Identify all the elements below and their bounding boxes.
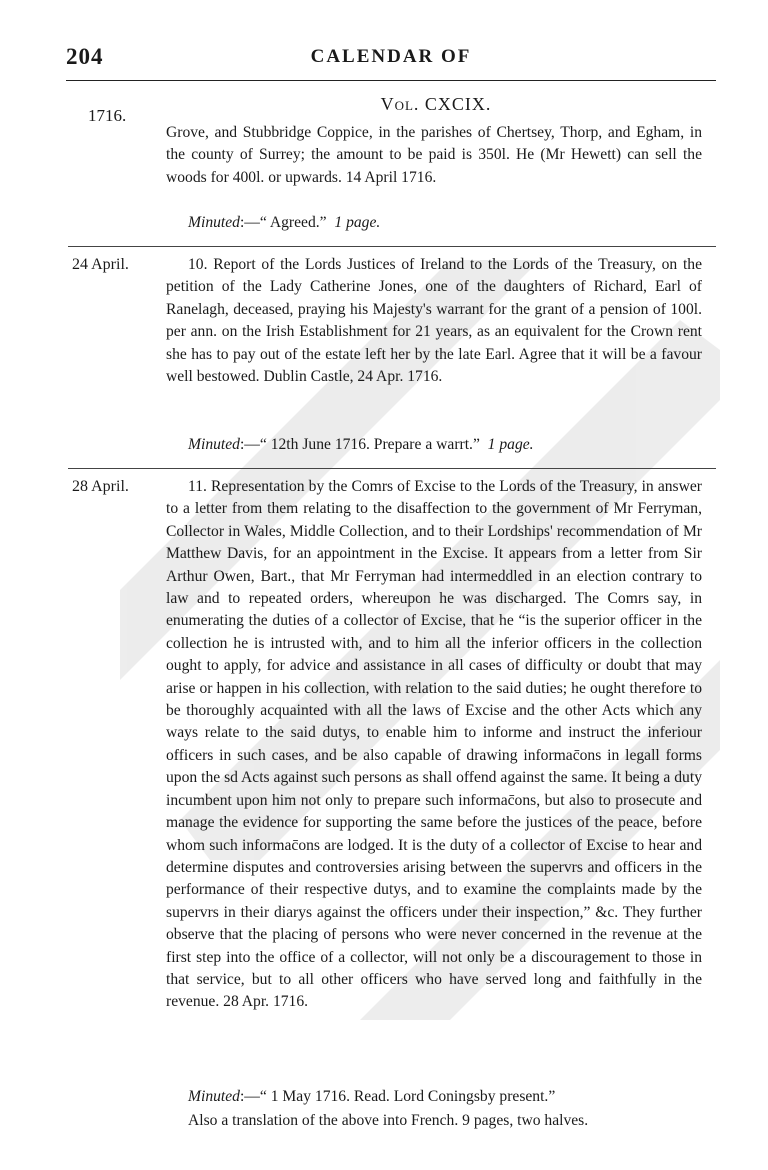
entry-date: 24 April. <box>72 256 129 273</box>
minuted-text: :—“ 1 May 1716. Read. Lord Coningsby present.” <box>239 1088 556 1105</box>
page-header <box>66 44 716 76</box>
volume-heading <box>166 94 706 115</box>
entry-minuted <box>166 212 702 234</box>
entry-minuted <box>166 434 702 456</box>
volume-prefix: Vol. <box>380 94 420 114</box>
entry-body: Grove, and Stubbridge Coppice, in the parishes of Chertsey, Thorp, and Egham, in the county of Surrey; the amount to be paid is 350l. He (Mr Hewett) can sell the woods for 400l. or upwards. 14 April 1716. <box>166 124 702 186</box>
entry-separator <box>68 246 716 247</box>
minuted-text: :—“ 12th June 1716. Prepare a warrt.” <box>239 436 480 453</box>
minuted-text: :—“ Agreed.” <box>239 214 327 231</box>
entry-body: 11. Representation by the Comrs of Excise to the Lords of the Treasury, in answer to a letter from them relating to the disaffection to the government of Mr Ferryman, Collector in Wales, Middle Collection, and to their Lordships' recommendation of Mr Matthew Davis, for an appointment in the Excise. It appears from a letter from Sir Arthur Owen, Bart., that Mr Ferryman had intermeddled in an election contrary to law and to repeated orders, whereupon he was discharged. The Comrs say, in enumerating the duties of a collector of Excise, that he “is the superior officer in the collection he is intrusted with, and to him all the inferior officers in the collection ought to apply, for advice and assistance in all cases of difficulty or doubt that may arise or happen in his collection, with relation to the said duties; he ought therefore to be thoroughly acquainted with all the laws of Excise and the other Acts which any ways relate to the said dutys, to enable him to informe and instruct the inferiour officers in such cases, and be also capable of drawing informac̄ons in legall forms upon the sd Acts against such persons as shall offend against the same. It being a duty incumbent upon him not only to prepare such informac̄ons, but also to prosecute and manage the evidence for supporting the same before the justices of the peace, before whom such informac̄ons are lodged. It is the duty of a collector of Excise to hear and determine disputes and controversies arising between the supervrs and officers in the performance of their respective dutys, and to examine the complaints made by the supervrs in their diarys against the officers under their inspection,” &c. They further observe that the placing of persons who were never concerned in the revenue at the first step into the office of a collector, will not only be a discouragement to those in that service, but to all other officers who have served long and faithfully in the revenue. 28 Apr. 1716. <box>166 478 702 1011</box>
running-title: CALENDAR OF <box>310 46 472 67</box>
entry-body: 10. Report of the Lords Justices of Ireland to the Lords of the Treasury, on the petition of the Lady Catherine Jones, one of the daughters of Richard, Earl of Ranelagh, deceased, praying his Majesty's warrant for the grant of a pension of 100l. per ann. on the Irish Establishment for 21 years, as an equivalent for the Crown rent she has to pay out of the estate left her by the late Earl. Agree that it will be a favour well bestowed. Dublin Castle, 24 Apr. 1716. <box>166 256 702 386</box>
header-rule <box>66 80 716 81</box>
entry-additional-note: Also a translation of the above into French. 9 pages, two halves. <box>188 1112 589 1129</box>
entry-separator <box>68 468 716 469</box>
entry-date: 28 April. <box>72 478 129 495</box>
volume-number: CXCIX. <box>424 94 492 114</box>
minuted-label: Minuted <box>188 214 240 231</box>
entry-minuted <box>166 1086 702 1108</box>
minuted-label: Minuted <box>188 436 240 453</box>
page-number: 204 <box>66 44 104 69</box>
minuted-label: Minuted <box>188 1088 240 1105</box>
page-extent: 1 page. <box>334 214 381 231</box>
margin-year: 1716. <box>88 106 127 125</box>
page-extent: 1 page. <box>487 436 534 453</box>
